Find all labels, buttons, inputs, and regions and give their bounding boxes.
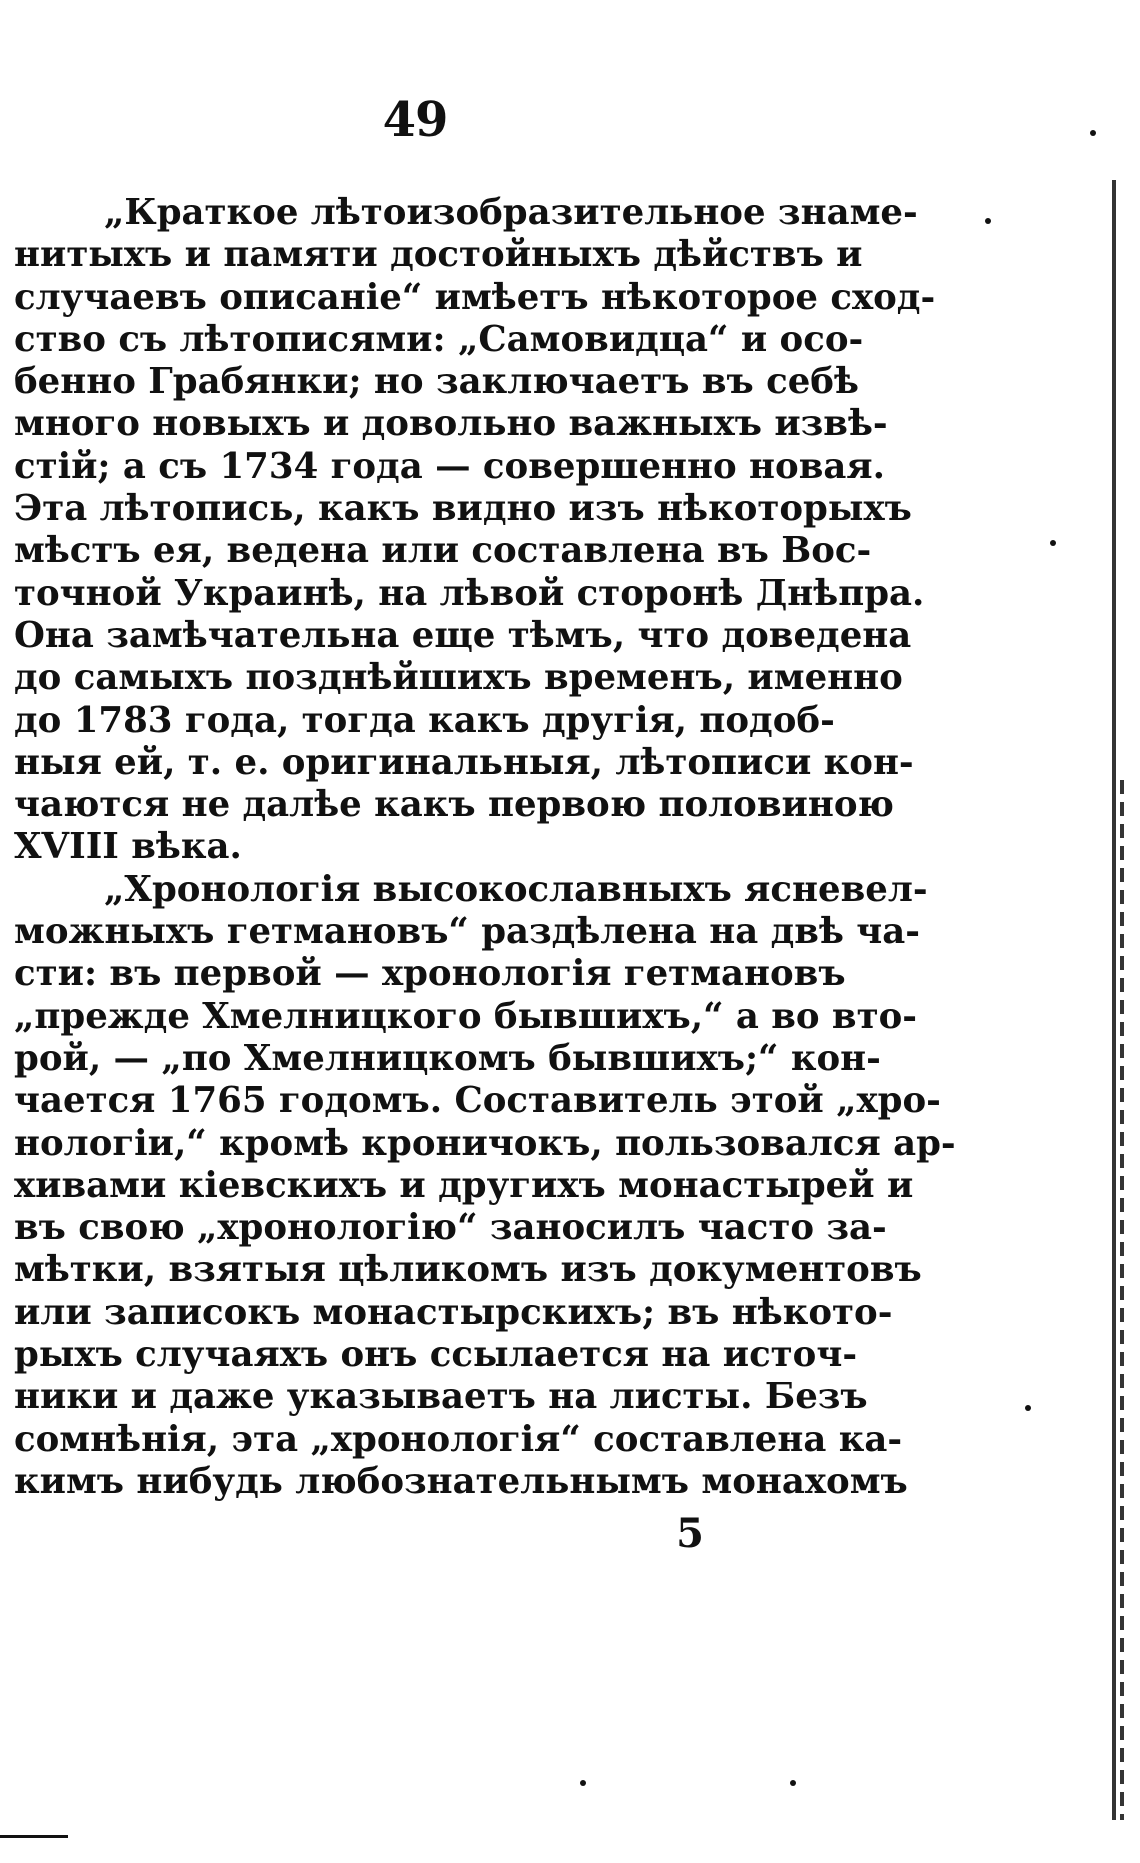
text-line: XVIII вѣка. [14,826,242,868]
text-line: „Краткое лѣтоизобразительное знаме- [104,192,918,233]
text-line: хивами кіевскихъ и другихъ монастырей и [14,1164,914,1206]
speck-mark [985,218,991,224]
text-line: ники и даже указываетъ на листы. Безъ [14,1376,868,1418]
scan-edge-artifact [1112,180,1126,1820]
text-line: сомнѣнія, эта „хронологія“ составлена ка- [14,1418,903,1460]
text-line: мѣтки, взятыя цѣликомъ изъ документовъ [14,1249,922,1291]
text-line: чаются не далѣе какъ первою половиною [14,784,894,826]
text-line: нологіи,“ кромѣ кроничокъ, пользовался ар- [14,1122,956,1164]
bottom-rule-artifact [0,1835,68,1838]
speck-mark [1090,130,1096,136]
text-line: ство съ лѣтописями: „Самовидца“ и осо- [14,318,864,360]
speck-mark [1050,540,1056,546]
text-line: до самыхъ позднѣйшихъ временъ, именно [14,657,903,699]
speck-mark [790,1780,796,1786]
text-line: можныхъ гетмановъ“ раздѣлена на двѣ ча- [14,911,920,953]
text-line: въ свою „хронологію“ заносилъ часто за- [14,1207,887,1249]
page-number: 49 [382,92,448,148]
text-line: до 1783 года, тогда какъ другія, подоб- [14,699,835,741]
text-line: рой, — „по Хмелницкомъ бывшихъ;“ кон- [14,1037,881,1079]
text-line: точной Украинѣ, на лѣвой сторонѣ Днѣпра. [14,572,925,614]
text-line: чается 1765 годомъ. Составитель этой „хро- [14,1080,941,1122]
text-line: „Хронологія высокославныхъ ясневел- [104,868,928,910]
text-line: мѣстъ ея, ведена или составлена въ Вос- [14,530,872,572]
paragraph-1 [14,192,936,869]
text-line: Эта лѣтопись, какъ видно изъ нѣкоторыхъ [14,488,912,530]
text-line: много новыхъ и довольно важныхъ извѣ- [14,403,888,445]
text-line: кимъ нибудь любознательнымъ монахомъ [14,1460,908,1502]
text-line: рыхъ случаяхъ онъ ссылается на источ- [14,1334,858,1376]
text-line: ныя ей, т. е. оригинальныя, лѣтописи кон- [14,741,914,783]
text-line: или записокъ монастырскихъ; въ нѣкото- [14,1291,893,1333]
text-line: Она замѣчательна еще тѣмъ, что доведена [14,614,912,656]
text-line: случаевъ описаніе“ имѣетъ нѣкоторое сход- [14,276,936,318]
text-line: стій; а съ 1734 года — совершенно новая. [14,445,885,487]
text-line: сти: въ первой — хронологія гетмановъ [14,953,846,995]
paragraph-2 [14,868,956,1503]
text-line: нитыхъ и памяти достойныхъ дѣйствъ и [14,234,863,276]
text-line: „прежде Хмелницкого бывшихъ,“ а во вто- [14,995,917,1037]
speck-mark [580,1780,586,1786]
text-line: бенно Грабянки; но заключаетъ въ себѣ [14,361,859,403]
speck-mark [1025,1405,1031,1411]
signature-mark: 5 [676,1510,704,1557]
body-text [14,192,956,1503]
